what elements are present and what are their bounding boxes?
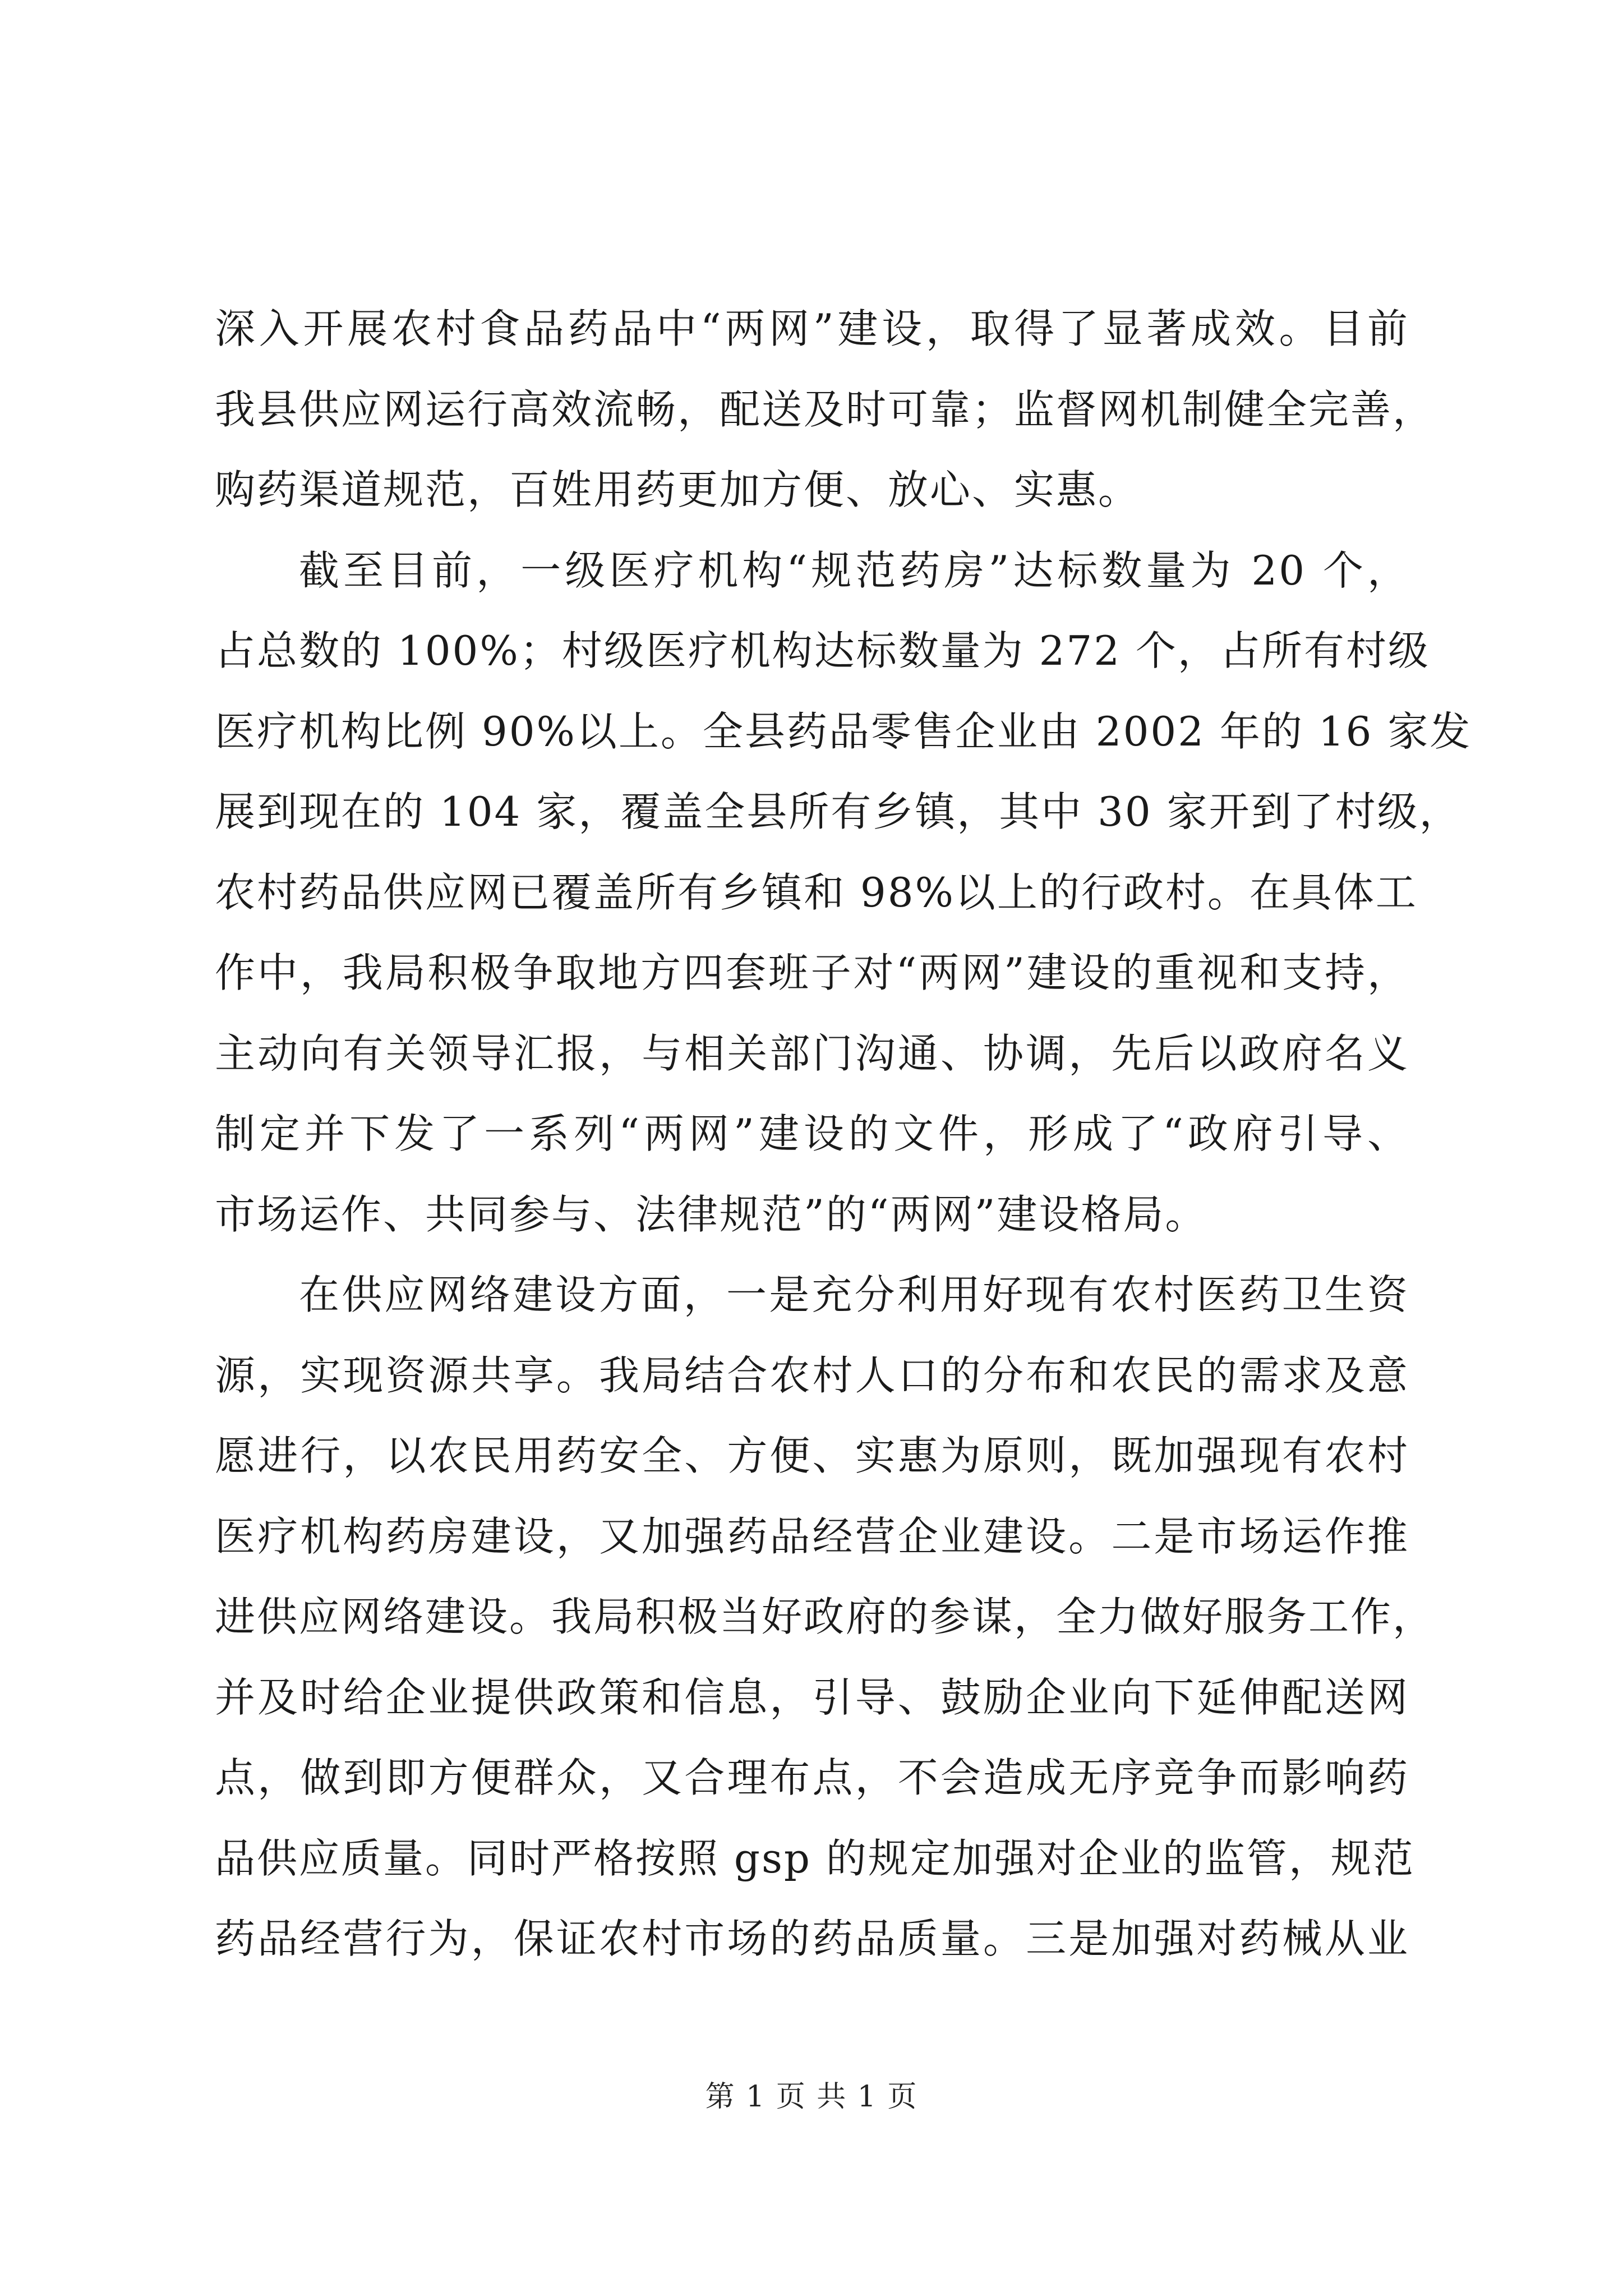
- text-line: 作中，我局积极争取地方四套班子对“两网”建设的重视和支持，: [215, 949, 1409, 996]
- text-line: 源，实现资源共享。我局结合农村人口的分布和农民的需求及意: [215, 1351, 1409, 1399]
- page-footer: [0, 2073, 1623, 2115]
- text-line: 占总数的 100%；村级医疗机构达标数量为 272 个，占所有村级: [215, 627, 1430, 674]
- text-line: 农村药品供应网已覆盖所有乡镇和 98%以上的行政村。在具体工: [215, 868, 1418, 916]
- text-line: 愿进行，以农民用药安全、方便、实惠为原则，既加强现有农村: [215, 1432, 1409, 1479]
- text-line: 进供应网络建设。我局积极当好政府的参谋，全力做好服务工作，: [215, 1593, 1435, 1640]
- text-line: 市场运作、共同参与、法律规范”的“两网”建设格局。: [215, 1190, 1207, 1238]
- text-line: 品供应质量。同时严格按照 gsp 的规定加强对企业的监管，规范: [215, 1834, 1415, 1882]
- text-line: 主动向有关领导汇报，与相关部门沟通、协调，先后以政府名义: [215, 1029, 1409, 1077]
- text-line: 截至目前，一级医疗机构“规范药房”达标数量为 20 个，: [299, 546, 1409, 594]
- text-line: 在供应网络建设方面，一是充分利用好现有农村医药卫生资: [299, 1271, 1409, 1318]
- text-line: 医疗机构药房建设，又加强药品经营企业建设。二是市场运作推: [215, 1512, 1409, 1560]
- text-line: 深入开展农村食品药品中“两网”建设，取得了显著成效。目前: [215, 305, 1409, 352]
- text-line: 医疗机构比例 90%以上。全县药品零售企业由 2002 年的 16 家发: [215, 707, 1472, 755]
- document-body: [215, 289, 1472, 1980]
- text-line: 购药渠道规范，百姓用药更加方便、放心、实惠。: [215, 466, 1141, 513]
- text-line: 制定并下发了一系列“两网”建设的文件，形成了“政府引导、: [215, 1110, 1409, 1157]
- page-number: 第 1 页 共 1 页: [705, 2080, 918, 2114]
- text-line: 并及时给企业提供政策和信息，引导、鼓励企业向下延伸配送网: [215, 1673, 1409, 1721]
- text-line: 展到现在的 104 家，覆盖全县所有乡镇，其中 30 家开到了村级，: [215, 788, 1461, 835]
- text-line: 我县供应网运行高效流畅，配送及时可靠；监督网机制健全完善，: [215, 385, 1435, 433]
- text-line: 点，做到即方便群众，又合理布点，不会造成无序竞争而影响药: [215, 1754, 1409, 1801]
- text-line: 药品经营行为，保证农村市场的药品质量。三是加强对药械从业: [215, 1915, 1409, 1962]
